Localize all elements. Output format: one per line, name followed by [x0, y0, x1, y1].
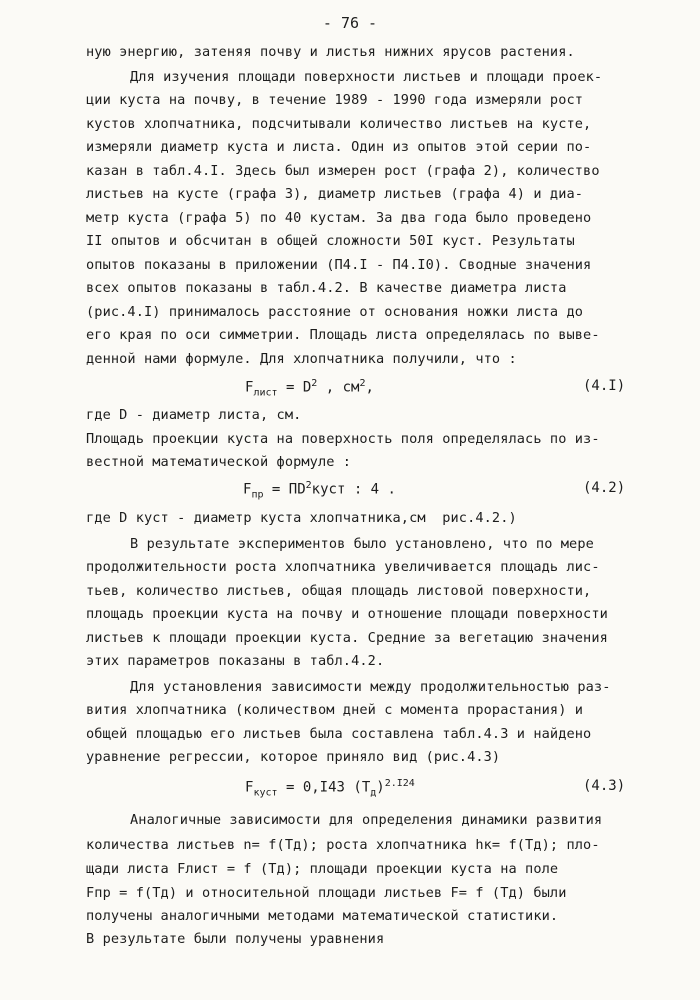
- text-line: кустов хлопчатника, подсчитывали количество листьев на кусте,: [86, 116, 592, 132]
- equation-number: (4.I): [583, 378, 626, 394]
- text-line: измеряли диаметр куста и листа. Один из опытов этой серии по-: [86, 139, 592, 155]
- text-line: Fпр = f(Тд) и относительной площади листьев F= f (Тд) были: [86, 885, 567, 901]
- text-line: (рис.4.I) принималось расстояние от основания ножки листа до: [86, 304, 584, 320]
- text-line: щади листа Fлист = f (Тд); площади проекции куста на поле: [86, 861, 559, 877]
- text-line: площадь проекции куста на почву и отношение площади поверхности: [86, 606, 608, 622]
- text-line: листьев к площади проекции куста. Средние за вегетацию значения: [86, 630, 608, 646]
- text-line: ции куста на почву, в течение 1989 - 1990 года измеряли рост: [86, 92, 584, 108]
- text-line: ную энергию, затеняя почву и листья нижних ярусов растения.: [86, 44, 575, 60]
- text-line: общей площадью его листьев была составлена табл.4.3 и найдено: [86, 726, 592, 742]
- text-line: где D - диаметр листа, см.: [86, 407, 302, 423]
- text-line: тьев, количество листьев, общая площадь листовой поверхности,: [86, 583, 592, 599]
- text-line: опытов показаны в приложении (П4.I - П4.I0). Сводные значения: [86, 257, 592, 273]
- text-line: Для установления зависимости между продолжительностью раз-: [130, 679, 611, 695]
- text-line: денной нами формуле. Для хлопчатника получили, что :: [86, 351, 517, 367]
- text-line: всех опытов показаны в табл.4.2. В качестве диаметра листа: [86, 280, 567, 296]
- text-line: получены аналогичными методами математической статистики.: [86, 908, 559, 924]
- text-line: количества листьев n= f(Тд); роста хлопчатника hк= f(Тд); пло-: [86, 837, 600, 853]
- page-number: - 76 -: [322, 14, 378, 32]
- equation-4-1: $F_{лист} = D^2$ , $см^2$,: [245, 378, 374, 399]
- text-line: Аналогичные зависимости для определения динамики развития: [130, 812, 603, 828]
- text-line: этих параметров показаны в табл.4.2.: [86, 653, 385, 669]
- equation-4-3: $F_{куст} = 0,I43$ $(Т_д)^{2.I24}$: [245, 778, 415, 799]
- equation-number: (4.2): [583, 480, 626, 496]
- text-line: вестной математической формуле :: [86, 454, 352, 470]
- equation-4-2: $F_{пр}$ = $ПD^2куст$ : 4 .: [243, 480, 396, 501]
- text-line: В результате были получены уравнения: [86, 931, 385, 947]
- text-line: метр куста (графа 5) по 40 кустам. За два года было проведено: [86, 210, 592, 226]
- text-line: вития хлопчатника (количеством дней с момента прорастания) и: [86, 702, 584, 718]
- text-line: уравнение регрессии, которое приняло вид (рис.4.3): [86, 749, 501, 765]
- text-line: казан в табл.4.I. Здесь был измерен рост (графа 2), количество: [86, 163, 600, 179]
- equation-number: (4.3): [583, 778, 626, 794]
- text-line: его края по оси симметрии. Площадь листа определялась по выве-: [86, 327, 600, 343]
- text-line: продолжительности роста хлопчатника увеличивается площадь лис-: [86, 559, 600, 575]
- text-line: В результате экспериментов было установлено, что по мере: [130, 536, 594, 552]
- text-line: листьев на кусте (графа 3), диаметр листьев (графа 4) и диа-: [86, 186, 584, 202]
- text-line: Площадь проекции куста на поверхность поля определялась по из-: [86, 431, 600, 447]
- text-line: Для изучения площади поверхности листьев и площади проек-: [130, 69, 603, 85]
- text-line: II опытов и обсчитан в общей сложности 50I куст. Результаты: [86, 233, 575, 249]
- text-line: где D куст - диаметр куста хлопчатника,см рис.4.2.): [86, 510, 517, 526]
